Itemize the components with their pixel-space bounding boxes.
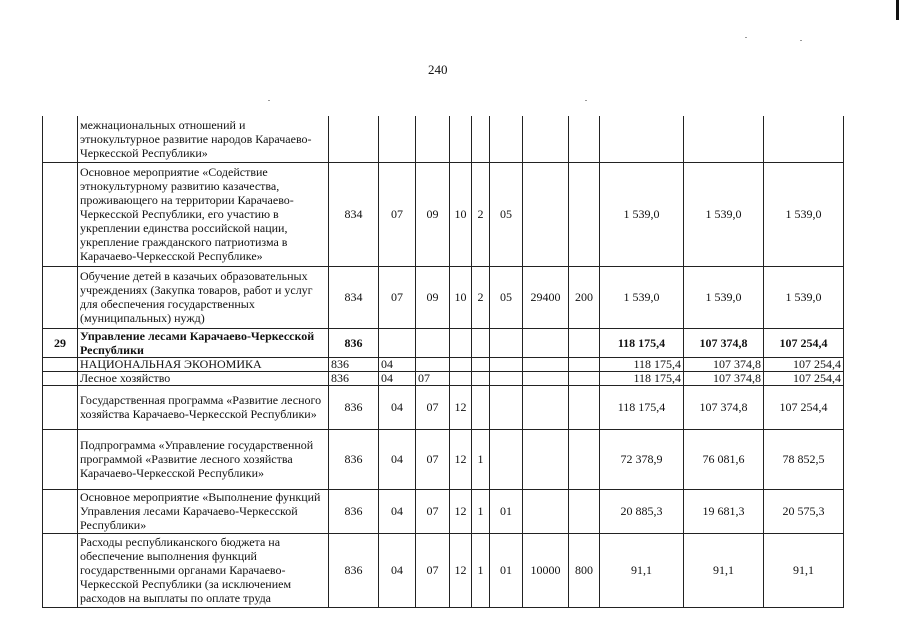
subsection-code-cell: 07 [416,489,450,533]
row-number-cell [43,116,78,162]
main-event-code-cell: 01 [490,489,523,533]
expense-type-cell [569,385,600,429]
amount-year-3-cell: 107 254,4 [764,371,844,385]
program-code-cell [450,357,472,371]
subsection-code-cell: 07 [416,371,450,385]
ministry-code-cell: 836 [329,357,379,371]
expense-type-cell [569,429,600,489]
subsection-code-cell [416,328,450,357]
expense-type-cell [569,328,600,357]
scan-edge-mark [896,0,899,20]
subprogram-code-cell [472,357,490,371]
amount-year-3-cell: 20 575,3 [764,489,844,533]
subsection-code-cell [416,357,450,371]
row-number-cell [43,266,78,328]
subprogram-code-cell: 1 [472,429,490,489]
subprogram-code-cell [472,371,490,385]
section-code-cell [379,328,416,357]
amount-year-2-cell: 107 374,8 [684,385,764,429]
amount-year-3-cell: 107 254,4 [764,357,844,371]
item-name-cell: Подпрограмма «Управление государственной программой «Развитие лесного хозяйства Карачаево-Черкесской Республики» [78,429,329,489]
section-code-cell: 04 [379,533,416,607]
subprogram-code-cell: 1 [472,489,490,533]
amount-year-2-cell: 1 539,0 [684,266,764,328]
expense-direction-cell [523,162,569,266]
subsection-code-cell: 09 [416,162,450,266]
amount-year-3-cell: 107 254,4 [764,385,844,429]
ministry-code-cell: 834 [329,266,379,328]
table-row [43,489,844,533]
expense-direction-cell [523,357,569,371]
amount-year-3-cell: 1 539,0 [764,266,844,328]
amount-year-1-cell: 72 378,9 [600,429,684,489]
item-name-cell: НАЦИОНАЛЬНАЯ ЭКОНОМИКА [78,357,329,371]
item-name-cell: Лесное хозяйство [78,371,329,385]
amount-year-2-cell: 107 374,8 [684,357,764,371]
amount-year-1-cell: 91,1 [600,533,684,607]
subsection-code-cell [416,116,450,162]
amount-year-2-cell: 19 681,3 [684,489,764,533]
row-number-cell [43,357,78,371]
table-row [43,328,844,357]
page-number: 240 [428,62,448,77]
subsection-code-cell: 07 [416,429,450,489]
main-event-code-cell [490,385,523,429]
table-body [43,116,844,607]
amount-year-2-cell: 107 374,8 [684,328,764,357]
table-row [43,371,844,385]
ministry-code-cell: 836 [329,385,379,429]
ministry-code-cell: 836 [329,429,379,489]
amount-year-2-cell: 1 539,0 [684,162,764,266]
expense-type-cell [569,357,600,371]
section-code-cell: 04 [379,385,416,429]
table-row [43,357,844,371]
amount-year-1-cell: 20 885,3 [600,489,684,533]
amount-year-1-cell: 118 175,4 [600,385,684,429]
main-event-code-cell [490,429,523,489]
section-code-cell: 04 [379,357,416,371]
section-code-cell: 04 [379,429,416,489]
subsection-code-cell: 09 [416,266,450,328]
amount-year-3-cell: 1 539,0 [764,162,844,266]
main-event-code-cell: 05 [490,266,523,328]
expense-type-cell: 200 [569,266,600,328]
program-code-cell: 12 [450,385,472,429]
subprogram-code-cell: 2 [472,266,490,328]
program-code-cell: 10 [450,162,472,266]
item-name-cell: Расходы республиканского бюджета на обеспечение выполнения функций государственными органами Карачаево-Черкесской Республики (за исключением расходов на выплаты по оплате труда [78,533,329,607]
main-event-code-cell: 01 [490,533,523,607]
ministry-code-cell: 836 [329,533,379,607]
amount-year-2-cell [684,116,764,162]
amount-year-2-cell: 107 374,8 [684,371,764,385]
ministry-code-cell: 836 [329,328,379,357]
amount-year-1-cell: 118 175,4 [600,328,684,357]
amount-year-1-cell [600,116,684,162]
main-event-code-cell [490,116,523,162]
item-name-cell: Основное мероприятие «Выполнение функций Управления лесами Карачаево-Черкесской Республики» [78,489,329,533]
table-row [43,116,844,162]
subsection-code-cell: 07 [416,385,450,429]
scan-speck [268,100,270,101]
expense-type-cell [569,116,600,162]
subprogram-code-cell: 1 [472,533,490,607]
subprogram-code-cell [472,116,490,162]
item-name-cell: Обучение детей в казачьих образовательных учреждениях (Закупка товаров, работ и услуг для обеспечения государственных (муниципальных) нужд) [78,266,329,328]
expense-direction-cell [523,429,569,489]
main-event-code-cell [490,328,523,357]
main-event-code-cell [490,371,523,385]
amount-year-1-cell: 1 539,0 [600,162,684,266]
ministry-code-cell: 836 [329,371,379,385]
row-number-cell [43,162,78,266]
program-code-cell [450,371,472,385]
section-code-cell [379,116,416,162]
section-code-cell: 07 [379,266,416,328]
subprogram-code-cell [472,328,490,357]
table-row [43,385,844,429]
expense-type-cell [569,489,600,533]
amount-year-3-cell: 78 852,5 [764,429,844,489]
expense-direction-cell [523,116,569,162]
row-number-cell [43,533,78,607]
scan-speck [800,40,802,41]
row-number-cell [43,429,78,489]
ministry-code-cell: 836 [329,489,379,533]
program-code-cell [450,116,472,162]
amount-year-2-cell: 76 081,6 [684,429,764,489]
amount-year-1-cell: 1 539,0 [600,266,684,328]
amount-year-3-cell [764,116,844,162]
scan-speck [745,37,747,38]
expense-direction-cell [523,385,569,429]
expense-direction-cell: 29400 [523,266,569,328]
amount-year-2-cell: 91,1 [684,533,764,607]
expense-type-cell [569,162,600,266]
program-code-cell [450,328,472,357]
program-code-cell: 12 [450,489,472,533]
program-code-cell: 10 [450,266,472,328]
section-code-cell: 07 [379,162,416,266]
table-row [43,162,844,266]
row-number-cell [43,371,78,385]
item-name-cell: Основное мероприятие «Содействие этнокультурному развитию казачества, проживающего на территории Карачаево-Черкесской Республики, его участию в укреплении единства российской нации, укрепление гражданского патриотизма в Карачаево-Черкесской Республике» [78,162,329,266]
item-name-cell: межнациональных отношений и этнокультурное развитие народов Карачаево-Черкесской Республики» [78,116,329,162]
amount-year-1-cell: 118 175,4 [600,357,684,371]
amount-year-1-cell: 118 175,4 [600,371,684,385]
budget-table [42,116,844,608]
table-row [43,533,844,607]
program-code-cell: 12 [450,429,472,489]
ministry-code-cell: 834 [329,162,379,266]
subsection-code-cell: 07 [416,533,450,607]
expense-type-cell: 800 [569,533,600,607]
expense-type-cell [569,371,600,385]
amount-year-3-cell: 107 254,4 [764,328,844,357]
item-name-cell: Государственная программа «Развитие лесного хозяйства Карачаево-Черкесской Республики» [78,385,329,429]
scan-speck [585,100,587,101]
subprogram-code-cell [472,385,490,429]
row-number-cell [43,385,78,429]
table-row [43,429,844,489]
row-number-cell [43,489,78,533]
expense-direction-cell [523,489,569,533]
expense-direction-cell [523,371,569,385]
main-event-code-cell [490,357,523,371]
subprogram-code-cell: 2 [472,162,490,266]
program-code-cell: 12 [450,533,472,607]
section-code-cell: 04 [379,489,416,533]
amount-year-3-cell: 91,1 [764,533,844,607]
row-number-cell: 29 [43,328,78,357]
section-code-cell: 04 [379,371,416,385]
expense-direction-cell [523,328,569,357]
ministry-code-cell [329,116,379,162]
expense-direction-cell: 10000 [523,533,569,607]
item-name-cell: Управление лесами Карачаево-Черкесской Республики [78,328,329,357]
main-event-code-cell: 05 [490,162,523,266]
table-row [43,266,844,328]
